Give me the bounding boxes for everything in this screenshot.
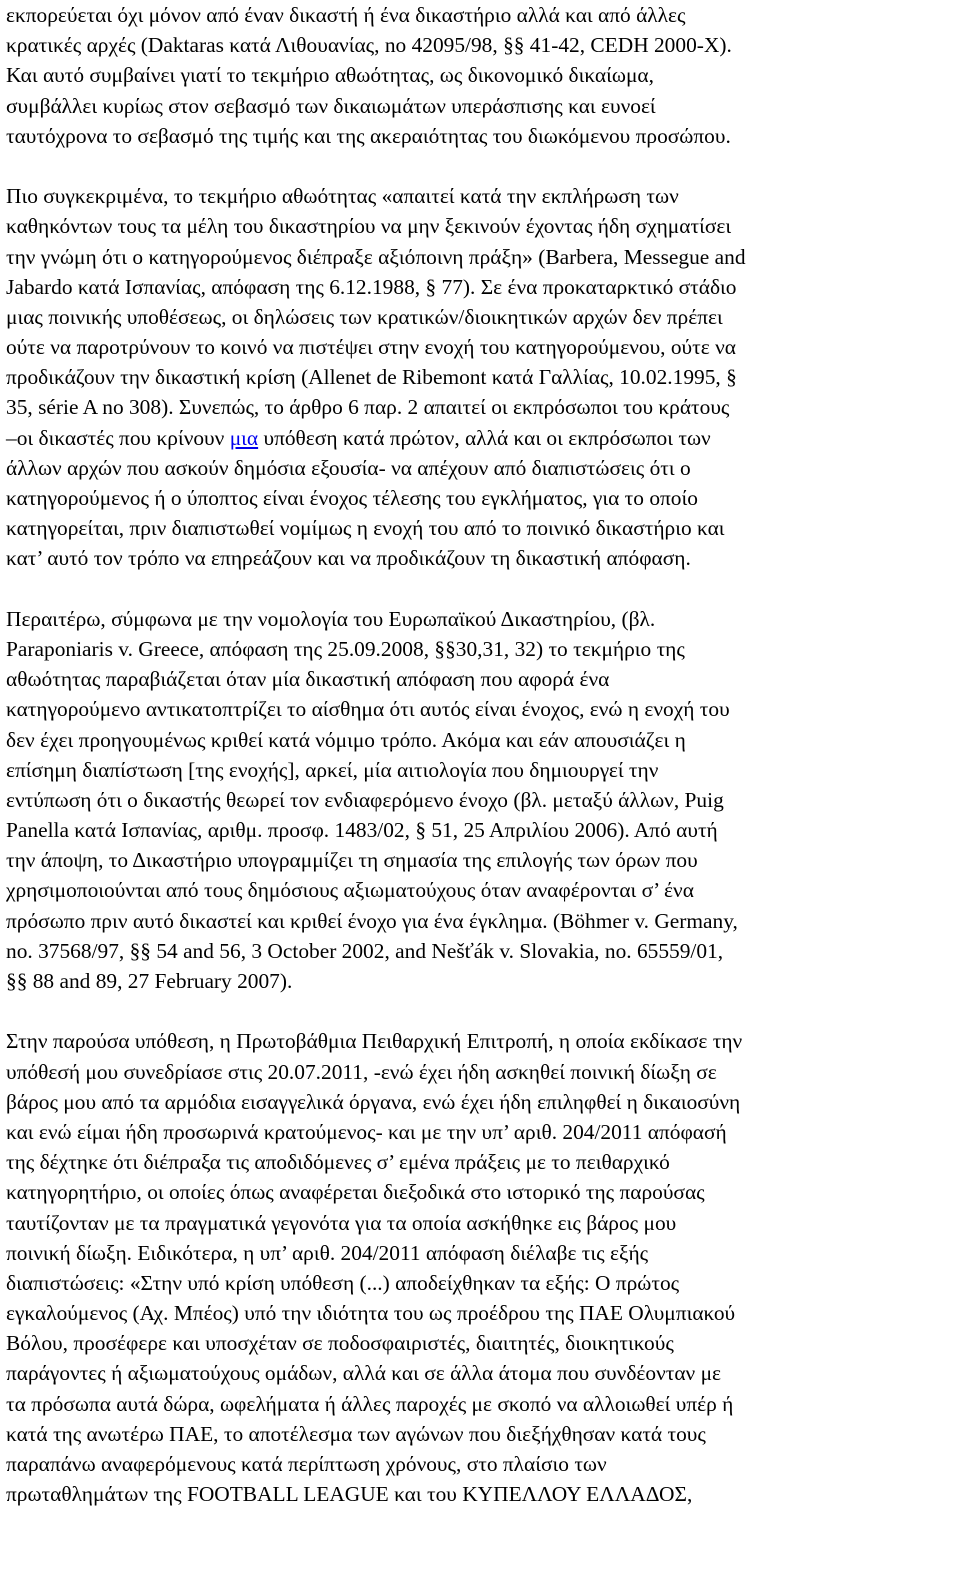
text-line: πρόσωπο πριν αυτό δικαστεί και κριθεί ένοχο για ένα έγκλημα. (Böhmer v. Germany, [6,908,738,933]
text-line: ποινική δίωξη. Ειδικότερα, η υπ’ αριθ. 204/2011 απόφαση διέλαβε τις εξής [6,1240,649,1265]
paragraph-2 [6,181,952,573]
text-line: συμβάλλει κυρίως στον σεβασμό των δικαιωμάτων υπεράσπισης και ευνοεί [6,93,656,118]
text-line: δεν έχει προηγουμένως κριθεί κατά νόμιμο τρόπο. Ακόμα και εάν απουσιάζει η [6,727,686,752]
text-line: Πιο συγκεκριμένα, το τεκμήριο αθωότητας «απαιτεί κατά την εκπλήρωση των [6,184,679,209]
text-line: διαπιστώσεις: «Στην υπό κρίση υπόθεση (...) αποδείχθηκαν τα εξής: Ο πρώτος [6,1270,680,1295]
text-line: §§ 88 and 89, 27 February 2007). [6,969,293,993]
text-line: κατηγορούμενο αντικατοπτρίζει το αίσθημα ότι αυτός είναι ένοχος, ενώ η ενοχή του [6,697,730,722]
text-line: no. 37568/97, §§ 54 and 56, 3 October 2002, and Nešťák v. Slovakia, no. 65559/01, [6,938,724,963]
text-line: Στην παρούσα υπόθεση, η Πρωτοβάθμια Πειθαρχική Επιτροπή, η οποία εκδίκασε την [6,1029,743,1054]
text-line: κατηγορούμενος ή ο ύποπτος είναι ένοχος τέλεσης του εγκλήματος, για το οποίο [6,486,698,510]
text-line: εγκαλούμενος (Αχ. Μπέος) υπό την ιδιότητα του ως προέδρου της ΠΑΕ Ολυμπιακού [6,1301,736,1326]
text-line: βάρος μου από τα αρμόδια εισαγγελικά όργανα, ενώ έχει ήδη επιληφθεί η δικαιοσύνη [6,1089,741,1114]
text-line: άλλων αρχών που ασκούν δημόσια εξουσία- να απέχουν από διαπιστώσεις ότι ο [6,455,691,480]
text-line: ταυτίζονταν με τα πραγματικά γεγονότα για τα οποία ασκήθηκε εις βάρος μου [6,1210,677,1235]
text-line: κατά της ανωτέρω ΠΑΕ, το αποτέλεσμα των αγώνων που διεξήχθησαν κατά τους [6,1421,706,1446]
text-line: καθηκόντων τους τα μέλη του δικαστηρίου να μην ξεκινούν έχοντας ήδη σχηματίσει [6,214,732,239]
text-line: τα πρόσωπα αυτά δώρα, ωφελήματα ή άλλες παροχές με σκοπό να αλλοιωθεί υπέρ ή [6,1391,734,1416]
text-line: ταυτόχρονα το σεβασμό της τιμής και της ακεραιότητας του διωκόμενου προσώπου. [6,123,731,148]
text-line: κρατικές αρχές (Daktaras κατά Λιθουανίας, no 42095/98, §§ 41-42, CEDH 2000-X). [6,33,732,58]
text-line: Jabardo κατά Ισπανίας, απόφαση της 6.12.1988, § 77). Σε ένα προκαταρκτικό στάδιο [6,274,737,299]
text-line: και ενώ είμαι ήδη προσωρινά κρατούμενος- και με την υπ’ αριθ. 204/2011 απόφασή [6,1119,727,1144]
text-line: εκπορεύεται όχι μόνον από έναν δικαστή ή ένα δικαστήριο αλλά και από άλλες [6,3,686,27]
text-line: Panella κατά Ισπανίας, αριθμ. προσφ. 1483/02, § 51, 25 Απριλίου 2006). Από αυτή [6,818,718,843]
text-segment: –οι δικαστές που κρίνουν [6,425,230,450]
text-line: υπόθεσή μου συνεδρίασε στις 20.07.2011, -ενώ έχει ήδη ασκηθεί ποινική δίωξη σε [6,1059,717,1084]
text-line: 35, série A no 308). Συνεπώς, το άρθρο 6 παρ. 2 απαιτεί οι εκπρόσωποι του κράτους [6,395,730,420]
text-line: Και αυτό συμβαίνει γιατί το τεκμήριο αθωότητας, ως δικονομικό δικαίωμα, [6,63,654,88]
inline-link[interactable]: μια [229,425,259,450]
paragraph-3 [6,604,952,996]
text-line: μιας ποινικής υποθέσεως, οι δηλώσεις των κρατικών/διοικητικών αρχών δεν πρέπει [6,304,723,329]
text-line: κατ’ αυτό τον τρόπο να επηρεάζουν και να προδικάζουν τη δικαστική απόφαση. [6,546,691,571]
text-line: κατηγορείται, πριν διαπιστωθεί νομίμως η ενοχή του από το ποινικό δικαστήριο και [6,516,725,541]
text-line: την γνώμη ότι ο κατηγορούμενος διέπραξε αξιόποινη πράξη» (Barbera, Messegue and [6,244,746,269]
text-line: την άποψη, το Δικαστήριο υπογραμμίζει τη σημασία της επιλογής των όρων που [6,848,698,873]
text-line-with-link [6,423,952,453]
text-line: παράγοντες ή αξιωματούχους ομάδων, αλλά και σε άλλα άτομα που συνδέονταν με [6,1361,722,1386]
text-line: Περαιτέρω, σύμφωνα με την νομολογία του Ευρωπαϊκού Δικαστηρίου, (βλ. [6,606,656,631]
text-line: της δέχτηκε ότι διέπραξα τις αποδιδόμενες σ’ εμένα πράξεις με το πειθαρχικό [6,1150,670,1175]
text-line: κατηγορητήριο, οι οποίες όπως αναφέρεται διεξοδικά στο ιστορικό της παρούσας [6,1180,705,1205]
text-line: προδικάζουν την δικαστική κρίση (Allenet de Ribemont κατά Γαλλίας, 10.02.1995, § [6,365,737,390]
text-line: παραπάνω αναφερόμενους κατά περίπτωση χρόνους, στο πλαίσιο των [6,1452,607,1476]
text-line: επίσημη διαπίστωση [της ενοχής], αρκεί, μία αιτιολογία που δημιουργεί την [6,757,659,782]
text-line: χρησιμοποιούνται από τους δημόσιους αξιωματούχους όταν αναφέρονται σ’ ένα [6,878,694,903]
text-line: πρωταθλημάτων της FOOTBALL LEAGUE και του ΚΥΠΕΛΛΟΥ ΕΛΛΑΔΟΣ, [6,1482,693,1507]
paragraph-4 [6,1026,952,1509]
text-line: Βόλου, προσέφερε και υποσχέταν σε ποδοσφαιριστές, διαιτητές, διοικητικούς [6,1331,674,1356]
text-line: αθωότητας παραβιάζεται όταν μία δικαστική απόφαση που αφορά ένα [6,667,610,692]
paragraph-1 [6,0,952,151]
text-line: ούτε να παροτρύνουν το κοινό να πιστέψει στην ενοχή του κατηγορούμενου, ούτε να [6,335,736,360]
text-segment: υπόθεση κατά πρώτον, αλλά και οι εκπρόσωποι των [258,425,711,450]
text-line: εντύπωση ότι ο δικαστής θεωρεί τον ενδιαφερόμενο ένοχο (βλ. μεταξύ άλλων, Puig [6,787,724,812]
text-line: Paraponiaris v. Greece, απόφαση της 25.09.2008, §§30,31, 32) το τεκμήριο της [6,636,685,661]
